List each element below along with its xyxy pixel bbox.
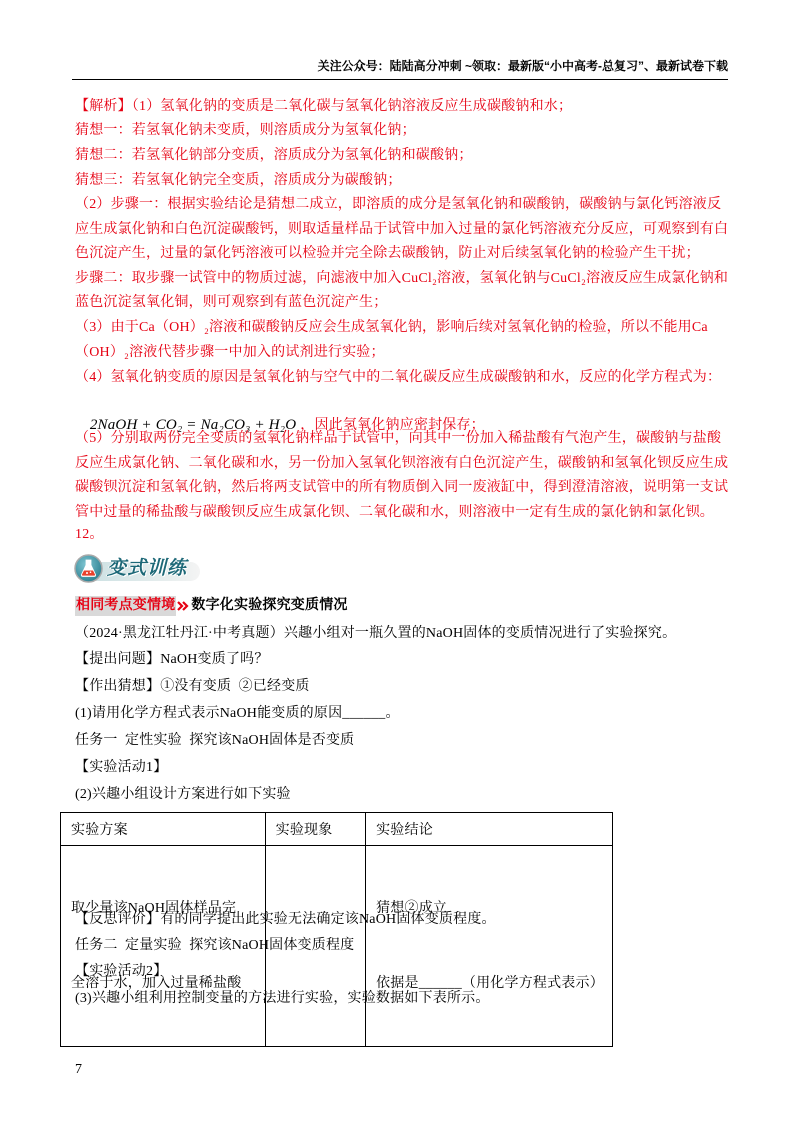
analysis-line: 应生成氯化钠和白色沉淀碳酸钙，则取适量样品于试管中加入过量的氯化钙溶液充分反应，可观察到有白 [75,222,729,237]
page-number: 7 [75,1062,82,1077]
analysis-line: 管中过量的稀盐酸与碳酸钡反应生成氯化钡、二氧化碳和水，则溶液中一定有生成的氯化钠和氯化钡。 [75,505,714,520]
topic-title: 数字化实验探究变质情况 [191,598,348,613]
header-notice: 关注公众号：陆陆高分冲刺 ~领取：最新版“小中高考-总复习”、最新试卷下载 [317,59,728,73]
analysis-line: 【解析】（1）氢氧化钠的变质是二氧化碳与氢氧化钠溶液反应生成碳酸钠和水； [75,99,573,114]
question-3: (3)兴趣小组利用控制变量的方法进行实验，实验数据如下表所示。 [75,991,490,1006]
analysis-line: 猜想三：若氢氧化钠完全变质，溶质成分为碳酸钠； [75,173,402,188]
analysis-line: 蓝色沉淀氢氧化铜，则可观察到有蓝色沉淀产生； [75,295,388,310]
scheme-line: 取少量该NaOH固体样品完 [71,901,237,916]
question-source: （2024·黑龙江牡丹江·中考真题）兴趣小组对一瓶久置的NaOH固体的变质情况进行了实验探究。 [75,626,677,641]
analysis-line: 色沉淀产生，过量的氯化钙溶液可以检验并完全除去碳酸钠，防止对后续氢氧化钠的检验产生干扰； [75,246,700,261]
analysis-line: 碳酸钡沉淀和氢氧化钠，然后将两支试管中的所有物质倒入同一废液缸中，得到澄清溶液，说明第一支试 [75,480,729,495]
topic-tag: 相同考点变情境 [75,596,176,616]
analysis-line: （4）氢氧化钠变质的原因是氢氧化钠与空气中的二氧化碳反应生成碳酸钠和水，反应的化学方程式为： [75,370,722,385]
flask-icon [74,554,103,583]
analysis-line: 步骤二：取步骤一试管中的物质过滤，向滤液中加入CuCl₂溶液，氢氧化钠与CuCl₂溶液反应生成氯化钠和 [75,271,729,286]
table-header-cell: 实验方案 [61,813,266,846]
question-2: (2)兴趣小组设计方案进行如下实验 [75,787,291,802]
analysis-line: （3）由于Ca（OH）₂溶液和碳酸钠反应会生成氢氧化钠，影响后续对氢氧化钠的检验，所以不能用Ca [75,320,708,335]
question-hypothesis: 【作出猜想】①没有变质 ②已经变质 [75,679,310,694]
task-1: 任务一 定性实验 探究该NaOH固体是否变质 [75,733,355,748]
header-divider [72,79,728,80]
conclusion-cell [366,846,613,1047]
question-1: (1)请用化学方程式表示NaOH能变质的原因______。 [75,706,400,721]
conclusion-line: 依据是______（用化学方程式表示） [376,976,604,991]
double-chevron-icon [177,600,190,612]
activity-1: 【实验活动1】 [75,760,168,775]
reflection: 【反思评价】有的同学提出此实验无法确定该NaOH固体变质程度。 [75,912,496,927]
conclusion-line: 猜想②成立 [376,901,448,916]
next-question-number: 12。 [75,527,104,542]
chemical-equation: 2NaOH + CO₂ = Na₂CO₃ + H₂O [89,417,297,433]
section-badge [74,553,204,583]
analysis-line: （2）步骤一：根据实验结论是猜想二成立，即溶质的成分是氢氧化钠和碳酸钠，碳酸钠与氯化钙溶液反 [75,197,722,212]
activity-2: 【实验活动2】 [75,964,168,979]
scheme-line: 全溶于水，加入过量稀盐酸 [71,976,242,991]
analysis-line: （5）分别取两份完全变质的氢氧化钠样品于试管中，向其中一份加入稀盐酸有气泡产生，碳酸钠与盐酸 [75,431,722,446]
table-header-cell: 实验现象 [265,813,365,846]
topic-line [75,596,348,616]
analysis-line: 反应生成氯化钠、二氧化碳和水，另一份加入氢氧化钡溶液有白色沉淀产生，碳酸钠和氢氧化钡反应生成 [75,456,729,471]
formula-suffix: ，因此氢氧化钠应密封保存； [300,418,485,433]
table-header-cell: 实验结论 [366,813,613,846]
task-2: 任务二 定量实验 探究该NaOH固体变质程度 [75,938,355,953]
analysis-line: 猜想一：若氢氧化钠未变质，则溶质成分为氢氧化钠； [75,123,416,138]
analysis-line: （OH）₂溶液代替步骤一中加入的试剂进行实验； [75,345,385,360]
question-problem: 【提出问题】NaOH变质了吗？ [75,652,269,667]
analysis-line: 猜想二：若氢氧化钠部分变质，溶质成分为氢氧化钠和碳酸钠； [75,148,473,163]
badge-title: 变式训练 [107,557,188,579]
table-header-row [61,813,613,846]
